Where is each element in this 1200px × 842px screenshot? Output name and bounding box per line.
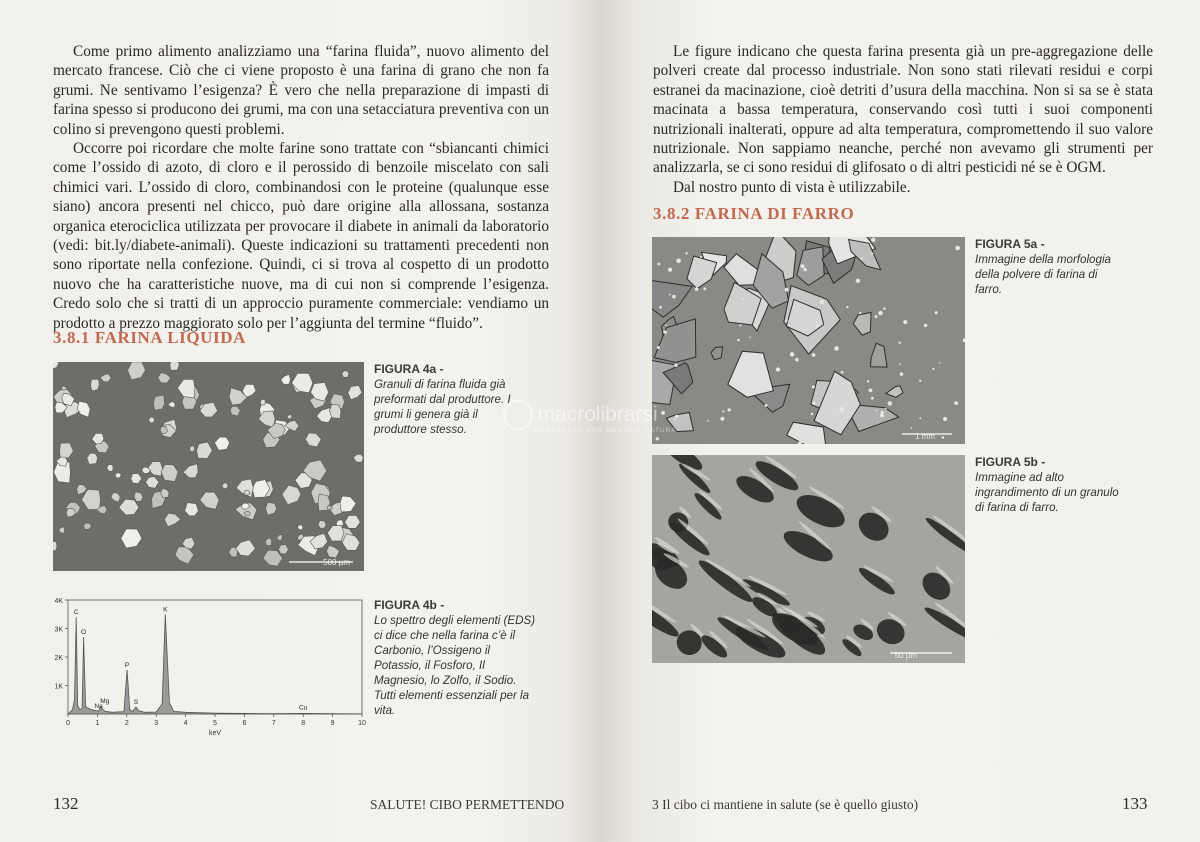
particle <box>878 311 882 315</box>
shard <box>654 319 696 363</box>
pore <box>872 614 908 649</box>
plot-area <box>68 600 362 714</box>
granule <box>161 464 178 481</box>
scale-bar-label: 500 µm <box>323 558 350 567</box>
granule <box>353 454 363 462</box>
x-tick-label: 10 <box>358 720 366 727</box>
running-title-right: 3 Il cibo ci mantiene in salute (se è quello giusto) <box>652 797 919 812</box>
particle <box>963 338 965 342</box>
particle <box>707 420 709 422</box>
figure-4a-caption <box>374 362 524 437</box>
particle <box>903 320 907 324</box>
granule <box>348 386 362 400</box>
particle <box>657 263 660 266</box>
particle <box>790 352 795 357</box>
granule <box>164 513 180 527</box>
particle <box>876 410 878 412</box>
granule <box>170 362 180 370</box>
granule <box>185 503 199 516</box>
paragraph: Come primo alimento analizziamo una “farina fluida”, nuovo alimento del mercato francese. Ciò che ci viene proposto è una farina di grano che non fa grumi. Ne sentivamo l’esigenza? È vero che nella preparazione di impasti di farina spesso si producono dei grumi, ma con una setacciatura preventiva con un colino si prevengono questi problemi. <box>53 43 549 138</box>
particle <box>776 367 780 371</box>
particle <box>695 287 699 291</box>
x-axis-label: keV <box>208 730 222 737</box>
peak-label: Cu <box>299 704 308 712</box>
y-tick-label: 3K <box>54 626 63 634</box>
figure-label: FIGURA 5a - <box>975 237 1045 251</box>
particle <box>898 342 900 344</box>
peak-label: P <box>124 661 130 669</box>
granule <box>340 496 356 512</box>
granule <box>168 402 175 408</box>
granule <box>298 525 303 530</box>
x-tick-label: 4 <box>183 720 188 727</box>
granule <box>119 499 139 515</box>
page-number-left: 132 <box>53 794 79 813</box>
particle <box>880 413 884 417</box>
figure-5b-image <box>652 455 965 663</box>
granule <box>342 371 349 378</box>
particle <box>812 401 815 404</box>
granule <box>107 465 113 472</box>
particle <box>668 268 672 272</box>
shard <box>711 347 723 360</box>
particle <box>812 353 816 357</box>
granule <box>175 547 194 564</box>
particle <box>856 279 860 283</box>
granule <box>190 446 195 452</box>
granule <box>330 404 341 418</box>
particle <box>657 346 660 349</box>
section-heading-farina-di-farro: 3.8.2 FARINA DI FARRO <box>653 204 855 223</box>
shard <box>886 386 903 398</box>
particle <box>703 287 706 290</box>
particle <box>795 358 799 362</box>
granule <box>128 362 146 380</box>
x-tick-label: 0 <box>66 720 70 727</box>
particle <box>846 306 848 308</box>
figure-text: Immagine della morfologia della polvere di farina di farro. <box>975 253 1111 296</box>
particle <box>943 417 947 421</box>
particle <box>742 298 744 300</box>
page-number-right: 133 <box>1122 794 1148 813</box>
granule <box>222 483 228 489</box>
granule <box>282 485 301 504</box>
particle <box>722 410 724 412</box>
figure-5a-caption <box>975 237 1125 297</box>
peak-label: Na <box>94 703 103 711</box>
particle <box>919 417 921 419</box>
paragraph: Le figure indicano che questa farina presenta già un pre-aggregazione delle polveri create dal processo industriale. Non sono stati rilevati residui e corpi estranei da macinazione, cioè detriti d’usura della macchina. Non si sa se è stata macinata a bassa temperatura, conservando così tutti i suoi componenti nutrizionali inalterati, oppure ad alta temperatura, compromettendo il suo valore nutrizionale. Non sappiamo neanche, perché non avevamo gli strumenti per analizzarla, se ci sono residui di glifosato o di altri pesticidi né se è OGM. <box>653 43 1153 177</box>
shard <box>652 280 692 318</box>
granule <box>77 401 90 417</box>
particle <box>860 257 862 259</box>
granule <box>260 399 265 405</box>
granule <box>158 373 171 383</box>
granule <box>236 479 253 497</box>
granule <box>100 374 111 382</box>
granule <box>327 545 340 557</box>
granule <box>200 492 219 509</box>
granule <box>287 415 292 419</box>
granule <box>149 417 155 423</box>
granule <box>327 525 344 541</box>
scale-bar-label: 1 mm <box>915 432 935 441</box>
granule <box>111 493 120 502</box>
particle <box>939 362 941 364</box>
particle <box>899 363 901 365</box>
peak-label: O <box>81 629 87 637</box>
particle <box>685 252 687 254</box>
figure-label: FIGURA 4a - <box>374 362 444 376</box>
granule <box>281 374 291 384</box>
particle <box>656 437 659 440</box>
scale-bar-label: 50 µm <box>894 651 917 660</box>
x-tick-label: 2 <box>124 720 129 727</box>
granule <box>148 462 163 477</box>
shard <box>728 351 774 397</box>
particle <box>803 268 807 272</box>
granule-closeup-micrograph <box>652 455 965 663</box>
y-tick-label: 4K <box>54 598 63 605</box>
granule <box>277 534 283 540</box>
eds-spectrum-chart <box>40 594 370 739</box>
particle <box>728 408 731 411</box>
particle <box>820 300 824 304</box>
granule <box>91 379 100 391</box>
granule <box>131 474 142 484</box>
particle <box>935 311 938 314</box>
watermark <box>503 400 677 434</box>
y-tick-label: 2K <box>54 655 63 662</box>
section-heading-farina-liquida: 3.8.1 FARINA LIQUIDA <box>53 328 247 347</box>
particle <box>871 238 875 242</box>
granule <box>53 362 59 369</box>
particle <box>867 380 869 382</box>
watermark-brand: macrolibrarsi <box>537 403 658 426</box>
particle <box>911 427 913 429</box>
particle <box>739 324 741 326</box>
particle <box>659 306 662 309</box>
paragraph: Occorre poi ricordare che molte farine sono trattate con “sbiancanti chimici come l’ossido di azoto, di cloro e il perossido di benzoile miscelato con sali chimici vari. L’ossido di cloro, combinandosi con le proteine (qualunque esse siano) ancora presenti nel chicco, può dare origine alla allossana, sostanza organica eterociclica utilizzata per provocare il diabete in animali da laboratorio (vedi: bit.ly/diabete-animali). Queste indicazioni su trattamenti precedenti non sono riportate nella confezione. Quindi, ci si trova al cospetto di un prodotto nuovo che ha caratteristiche nuove, ma di cui non si comprende l’esigenza. Credo solo che si tratti di un approccio puramente commerciale: vendiamo un prodotto a prezzo maggiorato solo per l’aggiunta del termine “fluido”. <box>53 140 549 332</box>
particle <box>954 401 958 405</box>
particle <box>871 397 874 400</box>
pore <box>917 567 956 605</box>
granule <box>197 442 213 459</box>
watermark-logo-icon <box>503 400 533 430</box>
figure-text: Granuli di farina fluida già preformati dal produttore. I grumi li genera già il produttore stesso. <box>374 378 511 436</box>
peak-label: Mg <box>100 698 110 706</box>
powder-micrograph <box>652 237 965 444</box>
figure-label: FIGURA 5b - <box>975 455 1046 469</box>
x-tick-label: 1 <box>95 720 100 727</box>
particle <box>883 307 885 309</box>
particle <box>812 385 815 388</box>
particle <box>663 330 667 334</box>
shard <box>787 422 827 444</box>
granule <box>82 489 101 509</box>
particle <box>785 319 787 321</box>
granule <box>161 488 170 497</box>
left-body-text <box>53 42 549 333</box>
particle <box>885 408 887 410</box>
particle <box>942 436 945 439</box>
particle <box>838 244 841 247</box>
granule <box>153 395 164 410</box>
figure-label: FIGURA 4b - <box>374 598 445 612</box>
particle <box>955 246 960 251</box>
particle <box>700 256 702 258</box>
y-tick-label: 1K <box>54 683 63 691</box>
shard <box>853 313 871 336</box>
granule <box>60 443 74 459</box>
particle <box>765 404 768 407</box>
granules-micrograph <box>53 362 364 571</box>
x-tick-label: 9 <box>330 720 335 727</box>
granule <box>178 379 195 397</box>
particle <box>900 372 904 376</box>
granule <box>265 538 271 546</box>
particle <box>871 252 873 254</box>
figure-4a-image <box>53 362 364 571</box>
granule <box>215 437 230 450</box>
granule <box>266 502 277 515</box>
granule <box>115 473 121 478</box>
granule <box>318 521 327 529</box>
granule <box>230 406 240 416</box>
pore <box>673 626 706 659</box>
granule <box>59 527 65 534</box>
peak-label: C <box>73 609 79 617</box>
particle <box>800 264 804 268</box>
figure-5b-caption <box>975 455 1125 515</box>
particle <box>842 410 844 412</box>
shard <box>687 256 717 289</box>
particle <box>859 312 861 314</box>
right-body-text <box>653 42 1153 197</box>
granule <box>146 477 159 489</box>
particle <box>749 336 751 338</box>
particle <box>672 295 676 299</box>
particle <box>720 417 724 421</box>
particle <box>888 401 892 405</box>
peak-label: K <box>163 606 168 614</box>
paragraph: Dal nostro punto di vista è utilizzabile. <box>673 178 911 196</box>
particle <box>676 259 681 264</box>
pore <box>853 507 894 547</box>
figure-text: Lo spettro degli elementi (EDS) ci dice che nella farina c’è il Carbonio, l’Ossigeno il Potassio, il Fosforo, Il Magnesio, lo Zolfo, il Sodio. Tutti elementi essenziali per la vita. <box>374 614 536 717</box>
particle <box>674 363 677 366</box>
shard <box>871 343 888 367</box>
granule <box>345 515 361 528</box>
granule <box>236 540 256 556</box>
x-tick-label: 8 <box>301 720 306 727</box>
granule <box>53 541 57 550</box>
particle <box>665 324 667 326</box>
granule <box>134 492 143 502</box>
figure-4b-spectrum <box>40 594 370 739</box>
particle <box>875 315 878 318</box>
figure-5a-image <box>652 237 965 444</box>
particle <box>721 262 723 264</box>
x-tick-label: 5 <box>213 720 217 727</box>
particle <box>669 294 671 296</box>
granule <box>121 529 142 548</box>
particle <box>816 324 819 327</box>
particle <box>785 288 789 292</box>
watermark-tagline: BENESSERE PER MENTE E NATURA <box>535 427 677 434</box>
peak-label: S <box>133 698 139 706</box>
granule <box>87 453 98 464</box>
figure-text: Immagine ad alto ingrandimento di un granulo di farina di farro. <box>975 471 1119 514</box>
particle <box>834 346 839 351</box>
granule <box>278 545 288 554</box>
particle <box>881 411 884 414</box>
x-tick-label: 7 <box>271 720 276 727</box>
granule <box>183 464 198 478</box>
x-tick-label: 3 <box>154 720 159 727</box>
particle <box>919 380 921 382</box>
particle <box>924 324 928 328</box>
particle <box>841 371 844 374</box>
particle <box>737 339 740 342</box>
particle <box>869 389 873 393</box>
running-title-left: SALUTE! CIBO PERMETTENDO <box>370 797 565 812</box>
particle <box>932 368 934 370</box>
granule <box>305 433 321 447</box>
particle <box>811 413 814 416</box>
x-tick-label: 6 <box>242 720 247 727</box>
figure-4b-caption <box>374 598 539 718</box>
granule <box>83 523 91 530</box>
